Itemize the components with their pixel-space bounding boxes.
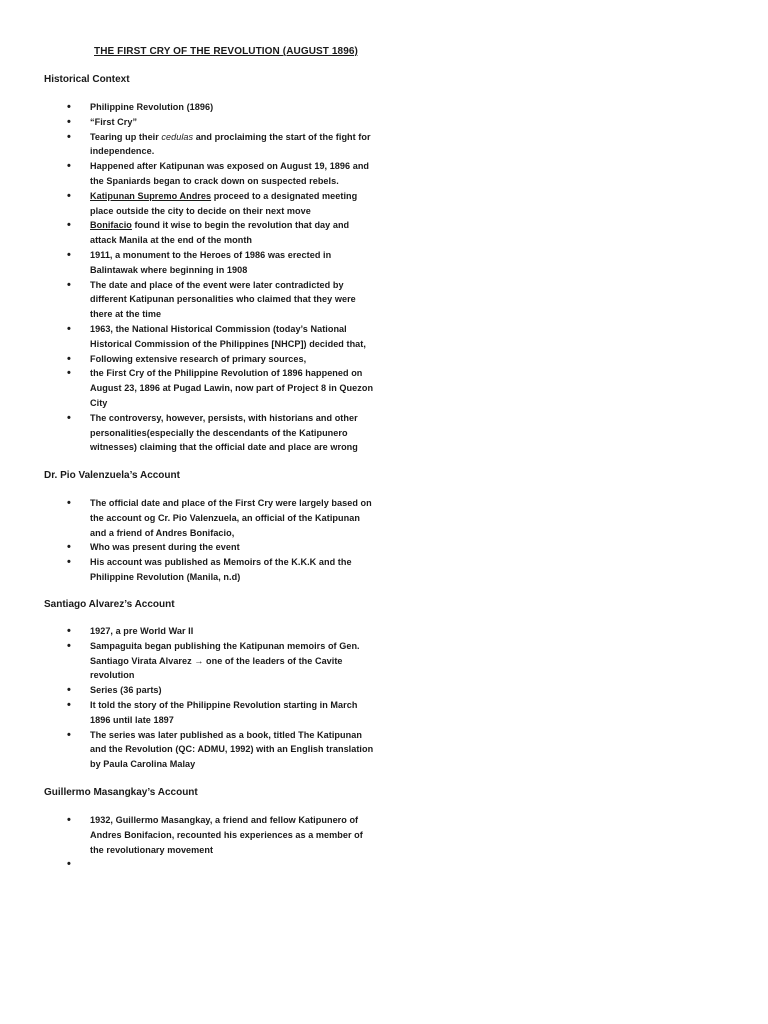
bullet-list (64, 624, 374, 772)
list-item-text: 1911, a monument to the Heroes of 1986 was erected in Balintawak where beginning in 1908 (90, 249, 332, 275)
list-item-text: Who was present during the event (90, 542, 240, 553)
list-item (64, 496, 374, 540)
list-item-text: Philippine Revolution (1896) (90, 102, 214, 112)
bullet-icon: • (67, 625, 71, 637)
bullet-icon: • (67, 728, 71, 741)
bullet-icon: • (67, 160, 71, 173)
list-item (64, 248, 374, 278)
bullet-icon: • (67, 814, 71, 826)
list-item (64, 352, 374, 367)
list-item-text: Sampaguita began publishing the Katipunan memoirs of Gen. Santiago Virata Alvarez → one of the leaders of the Cavite revolution (90, 640, 360, 681)
list-item (64, 130, 374, 160)
bullet-list (64, 813, 374, 871)
bullet-icon: • (67, 278, 71, 291)
list-item (64, 683, 374, 698)
list-item (64, 728, 374, 772)
underlined-text: Bonifacio (90, 220, 132, 231)
bullet-icon: • (67, 698, 71, 711)
list-item-text: Series (36 parts) (90, 685, 162, 696)
bullet-list (64, 496, 374, 585)
list-item-text: “First Cry” (90, 116, 138, 127)
text-run: Tearing up their (90, 131, 162, 142)
italic-text: cedulas (161, 131, 194, 142)
list-item (64, 189, 374, 219)
list-item (64, 698, 374, 728)
bullet-icon: • (67, 189, 71, 202)
list-item (64, 159, 374, 189)
text-run: and proclaiming the start of the fight for independence. (90, 131, 371, 157)
list-item (64, 411, 374, 455)
list-item (64, 366, 374, 410)
list-item-text: 1963, the National Historical Commission (today’s National Historical Commission of the Philippines [NHCP]) decided that, (90, 323, 366, 349)
list-item (64, 218, 374, 248)
list-item-text: His account was published as Memoirs of the K.K.K and the Philippine Revolution (Manila, n.d) (90, 557, 352, 582)
list-item-text (90, 220, 349, 245)
bullet-icon: • (67, 248, 71, 261)
list-item-text: The date and place of the event were later contradicted by different Katipunan personalities who claimed that they were there at the time (90, 279, 356, 320)
bullet-icon: • (67, 101, 71, 113)
list-item (64, 100, 374, 115)
document-title: THE FIRST CRY OF THE REVOLUTION (AUGUST 1896) (94, 46, 358, 57)
bullet-icon: • (67, 541, 71, 554)
list-item-text: The series was later published as a book, titled The Katipunan and the Revolution (QC: ADMU, 1992) with an English translation by Paula Carolina Malay (90, 729, 374, 770)
bullet-icon: • (67, 130, 71, 143)
list-item (64, 540, 374, 555)
bullet-icon: • (67, 858, 71, 871)
text-run: proceed to a designated meeting place outside the city to decide on their next move (90, 190, 358, 216)
bullet-icon: • (67, 497, 71, 509)
section-heading: Santiago Alvarez’s Account (44, 599, 175, 610)
list-item (64, 624, 374, 639)
bullet-icon: • (67, 219, 71, 232)
list-item-text: Following extensive research of primary sources, (90, 353, 307, 364)
list-item-text (90, 191, 357, 216)
list-item-text: The controversy, however, persists, with historians and other personalities(especially the descendants of the Katipunero witnesses) claiming that the official date and place are wrong (90, 412, 358, 453)
bullet-list (64, 100, 374, 455)
bullet-icon: • (67, 367, 71, 380)
bullet-icon: • (67, 115, 71, 128)
bullet-icon: • (67, 556, 71, 569)
list-item (64, 278, 374, 322)
bullet-icon: • (67, 684, 71, 697)
bullet-icon: • (67, 639, 71, 652)
section-heading: Dr. Pio Valenzuela’s Account (44, 470, 180, 481)
bullet-icon: • (67, 352, 71, 365)
list-item-text: 1932, Guillermo Masangkay, a friend and fellow Katipunero of Andres Bonifacion, recounted his experiences as a member of the revolutionary movement (90, 815, 363, 855)
list-item-text: The official date and place of the First Cry were largely based on the account og Cr. Pio Valenzuela, an official of the Katipunan and a friend of Andres Bonifacio, (90, 498, 372, 538)
list-item-text: It told the story of the Philippine Revolution starting in March 1896 until late 1897 (90, 699, 358, 725)
list-item (64, 115, 374, 130)
text-run: found it wise to begin the revolution that day and attack Manila at the end of the month (90, 220, 350, 246)
list-item-text (90, 132, 371, 157)
section-heading: Historical Context (44, 74, 130, 85)
list-item-text: 1927, a pre World War II (90, 626, 194, 636)
list-item (64, 555, 374, 585)
list-item-text: the First Cry of the Philippine Revolution of 1896 happened on August 23, 1896 at Pugad Lawin, now part of Project 8 in Quezon City (90, 368, 374, 408)
section-heading: Guillermo Masangkay’s Account (44, 787, 198, 798)
list-item (64, 813, 374, 857)
underlined-text: Katipunan Supremo Andres (90, 190, 212, 201)
list-item (64, 639, 374, 683)
list-item-text: Happened after Katipunan was exposed on August 19, 1896 and the Spaniards began to crack down on suspected rebels. (90, 161, 370, 186)
bullet-icon: • (67, 322, 71, 335)
bullet-icon: • (67, 411, 71, 424)
list-item (64, 322, 374, 352)
